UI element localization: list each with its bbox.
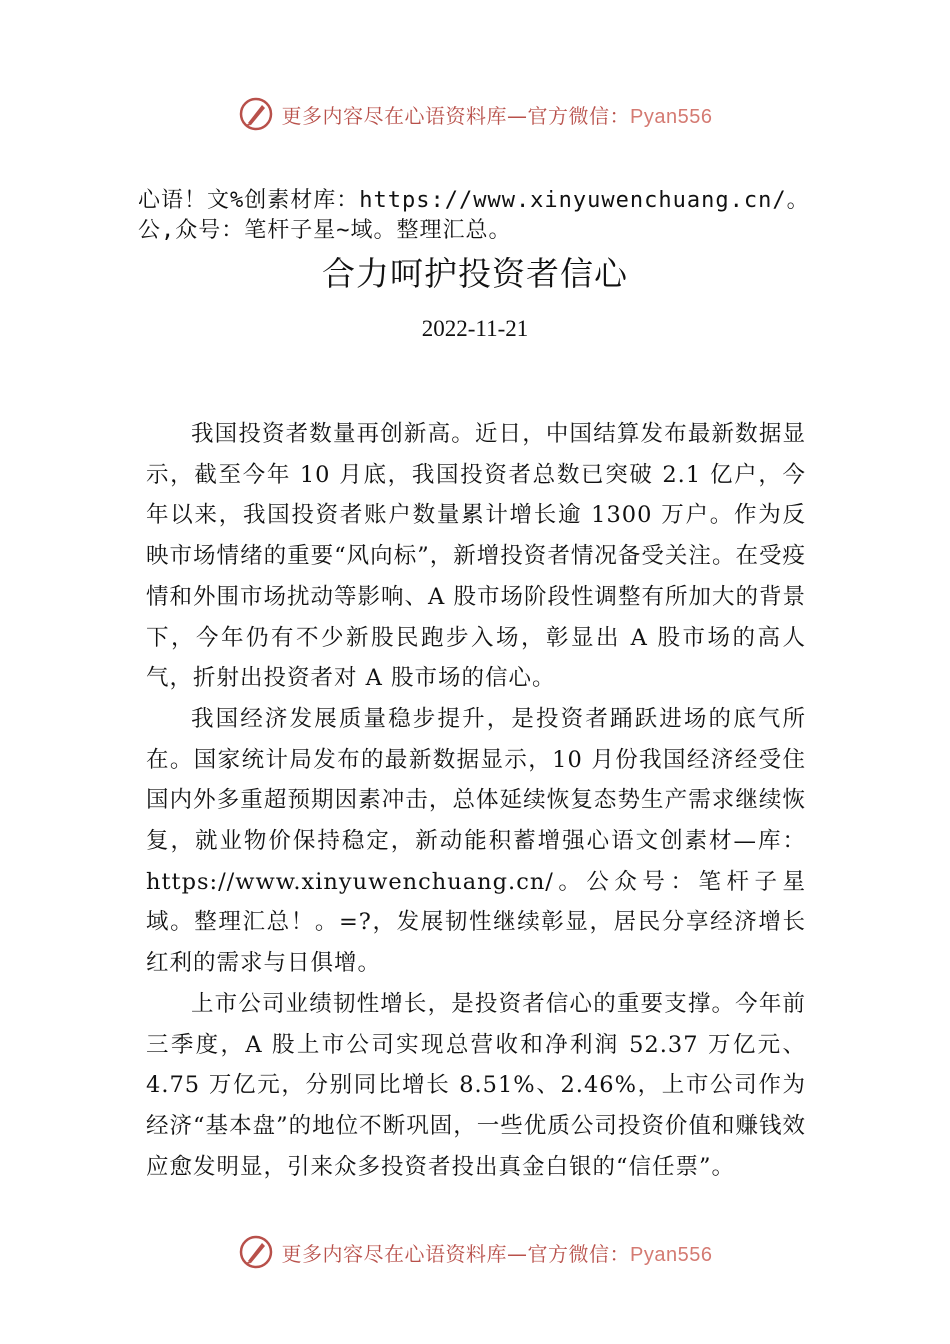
article-body xyxy=(146,414,806,1187)
banner-wechat-id: Pyan556 xyxy=(630,1243,713,1266)
paragraph: 上市公司业绩韧性增长，是投资者信心的重要支撑。今年前三季度，A 股上市公司实现总营收和净利润 52.37 万亿元、4.75 万亿元，分别同比增长 8.51%、2.46%，上市公司作为经济“基本盘”的地位不断巩固，一些优质公司投资价值和赚钱效应愈发明显，引来众多投资者投出真金白银的“信任票”。 xyxy=(146,990,806,1180)
source-note: 心语！文%创素材库：https://www.xinyuwenchuang.cn/。公,众号：笔杆子星~域。整理汇总。 xyxy=(138,188,810,243)
banner-main-text: 更多内容尽在心语资料库— xyxy=(281,103,528,128)
banner-wechat-id: Pyan556 xyxy=(630,105,713,128)
banner-wechat-label: 官方微信： xyxy=(527,103,631,128)
article-title: 合力呵护投资者信心 xyxy=(322,254,628,293)
footer-watermark-banner xyxy=(0,1230,950,1274)
brush-pen-logo-icon xyxy=(238,1234,274,1270)
banner-text xyxy=(282,1238,713,1267)
paragraph: 我国投资者数量再创新高。近日，中国结算发布最新数据显示，截至今年 10 月底，我国投资者总数已突破 2.1 亿户，今年以来，我国投资者账户数量累计增长逾 1300 万户。作为反映市场情绪的重要“风向标”，新增投资者情况备受关注。在受疫情和外围市场扰动等影响、A 股市场阶段性调整有所加大的背景下，今年仍有不少新股民跑步入场，彰显出 A 股市场的高人气，折射出投资者对 A 股市场的信心。 xyxy=(146,421,806,692)
paragraph: 我国经济发展质量稳步提升，是投资者踊跃进场的底气所在。国家统计局发布的最新数据显示，10 月份我国经济经受住国内外多重超预期因素冲击，总体延续恢复态势生产需求继续恢复，就业物价保持稳定，新动能积蓄增强心语文创素材—库：https://www.xinyuwenchuang.cn/。公众号：笔杆子星域。整理汇总！。=?，发展韧性继续彰显，居民分享经济增长红利的需求与日俱增。 xyxy=(146,705,806,977)
brush-pen-logo-icon xyxy=(238,96,274,132)
banner-text xyxy=(282,100,713,129)
header-watermark-banner xyxy=(0,92,950,136)
article-date: 2022-11-21 xyxy=(421,316,529,341)
banner-wechat-label: 官方微信： xyxy=(527,1241,631,1266)
banner-main-text: 更多内容尽在心语资料库— xyxy=(281,1241,528,1266)
